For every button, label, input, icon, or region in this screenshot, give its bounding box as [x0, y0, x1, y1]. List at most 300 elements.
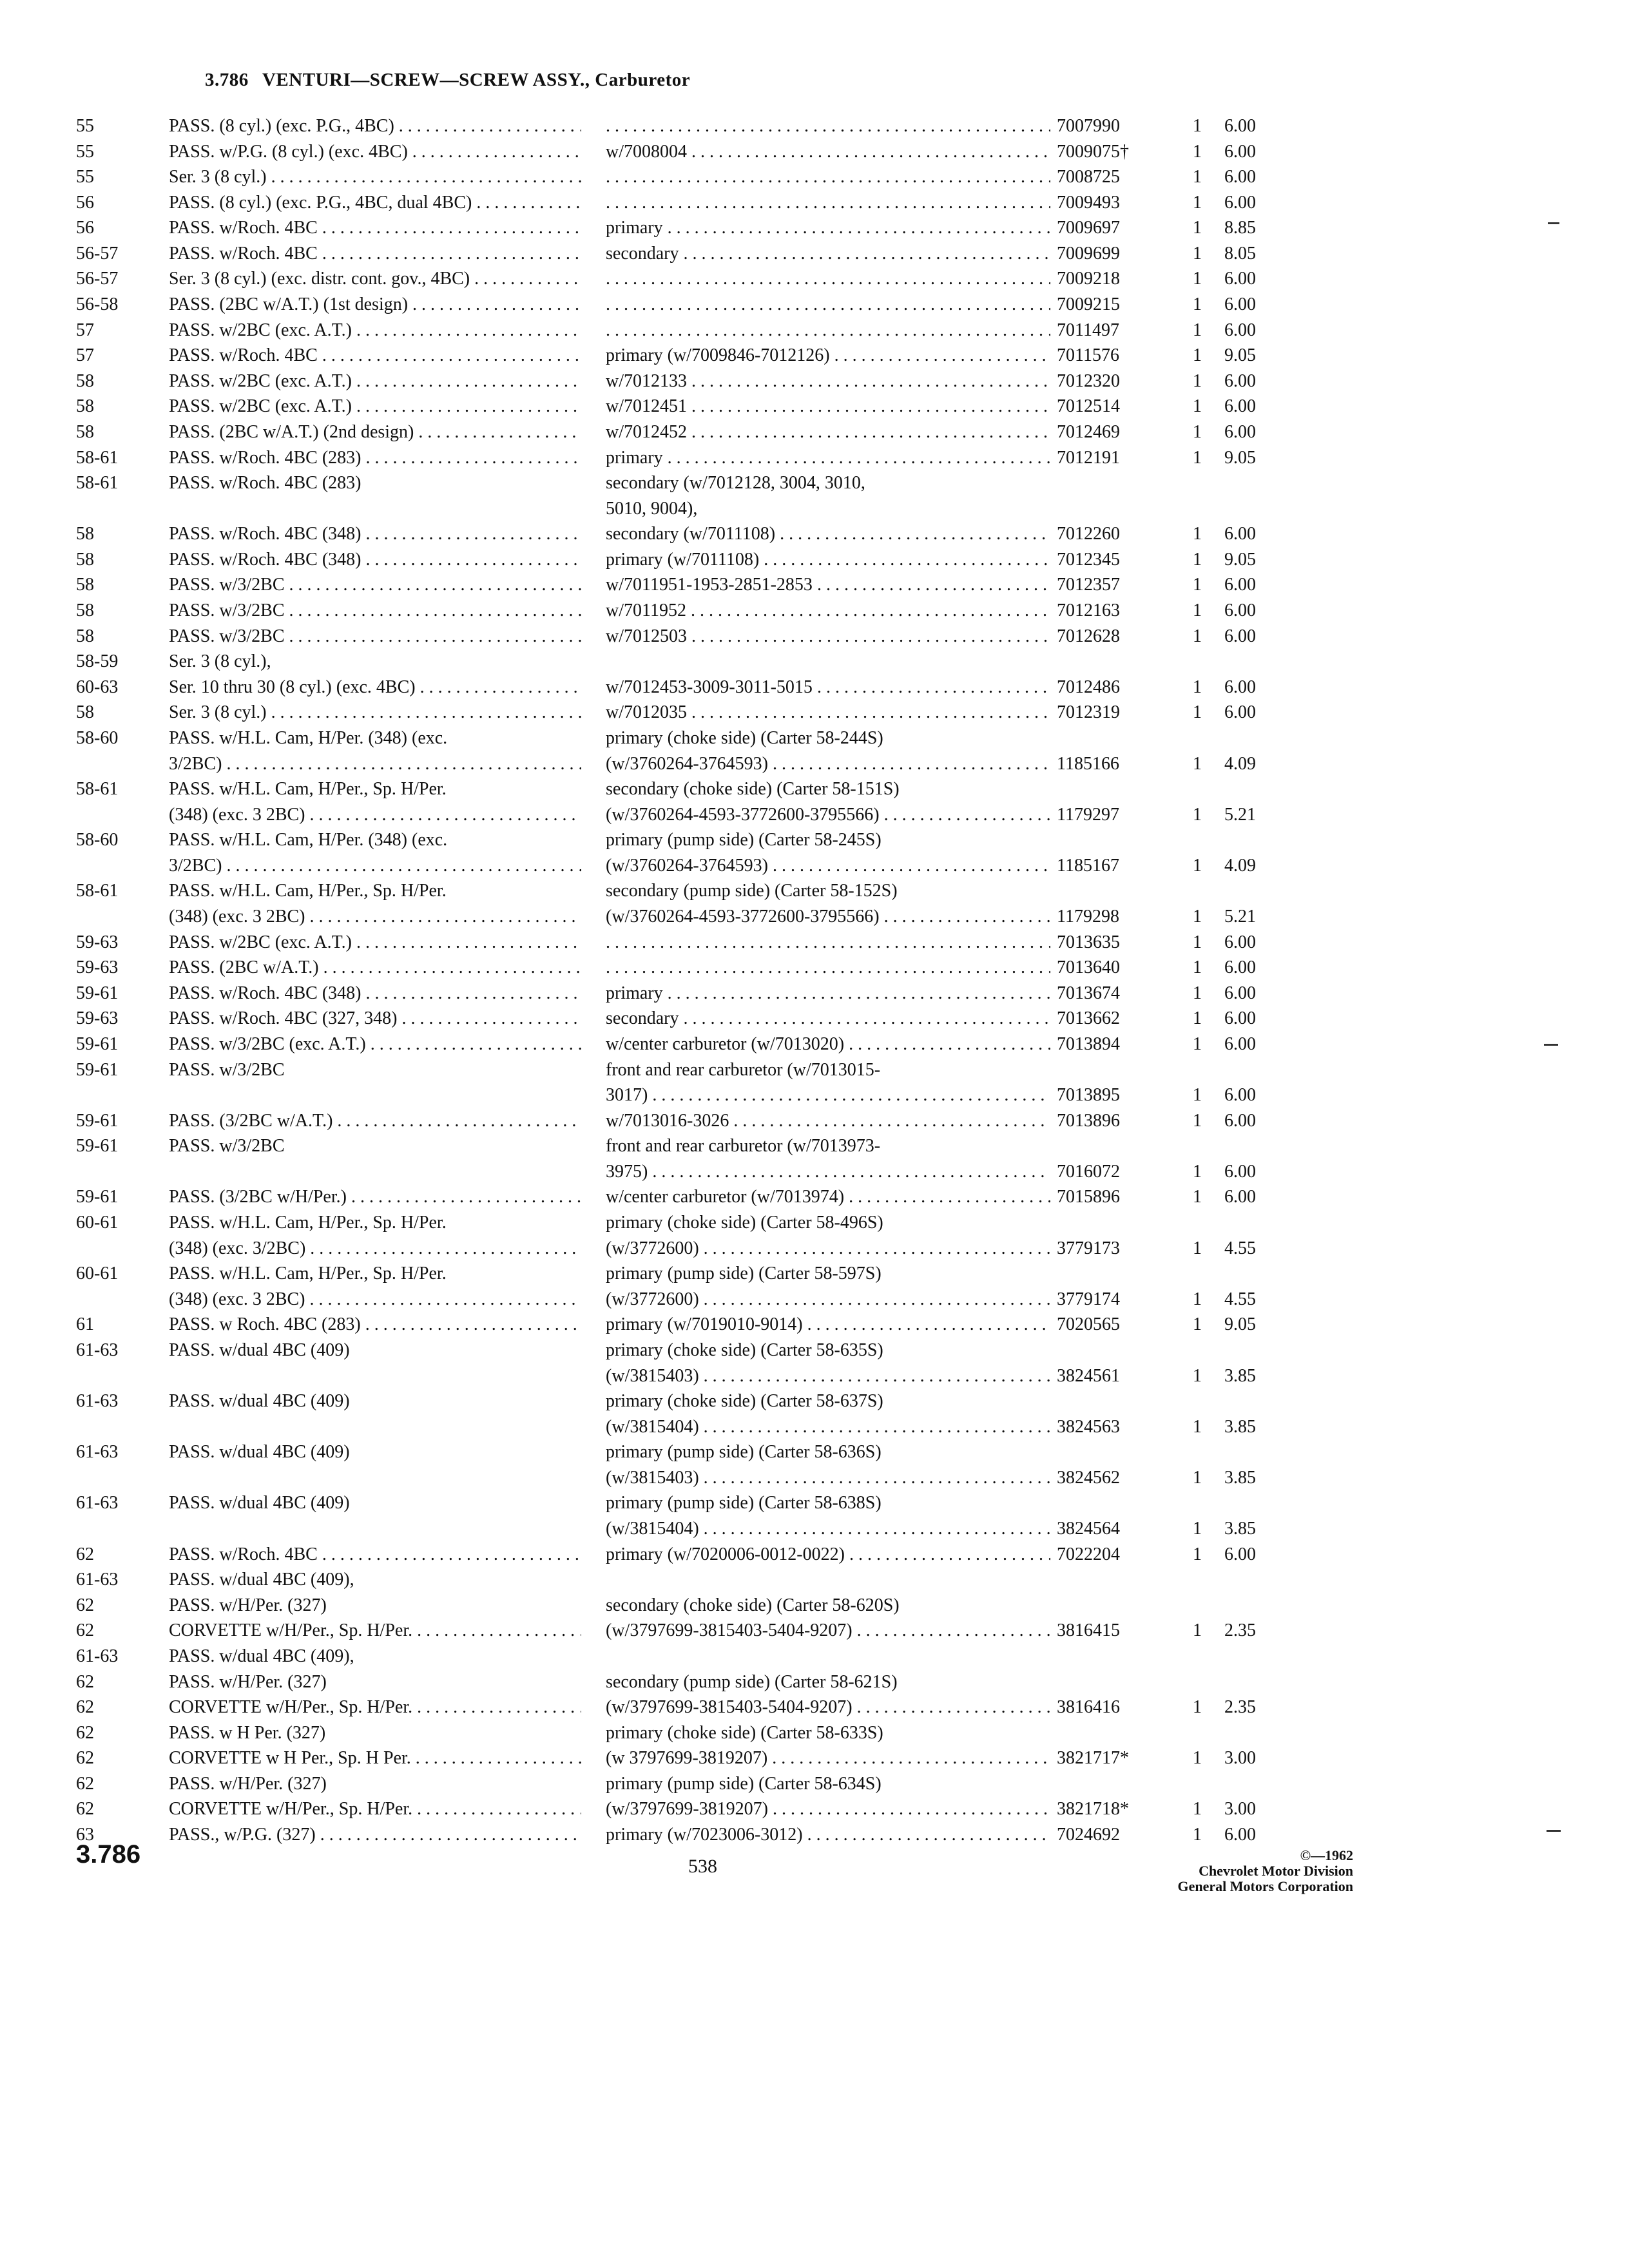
description-cell: primary (pump side) (Carter 58-634S)	[606, 1774, 882, 1794]
application-cell: PASS. w/dual 4BC (409)	[169, 1493, 350, 1513]
price-cell: 3.00	[1224, 1799, 1256, 1819]
description-cell: front and rear carburetor (w/7013015-	[606, 1060, 881, 1080]
description-cell: w/7012451 . . .	[606, 394, 1050, 419]
price-cell: 9.05	[1224, 345, 1256, 365]
price-cell: 6.00	[1224, 957, 1256, 977]
model-year-cell: 61-63	[76, 1391, 119, 1411]
price-cell: 6.00	[1224, 1187, 1256, 1207]
description-cell: w/7013016-3026 . . .	[606, 1108, 1050, 1134]
part-number-cell: 7022204	[1057, 1544, 1120, 1564]
part-number-cell: 1185166	[1057, 754, 1119, 774]
description-cell: (w/3760264-4593-3772600-3795566) . . .	[606, 904, 1050, 930]
application-cell: PASS. (8 cyl.) (exc. P.G., 4BC) . . .	[169, 113, 581, 139]
application-cell: (348) (exc. 3/2BC) . . .	[169, 1236, 581, 1262]
description-cell: 3975) . . .	[606, 1159, 1050, 1185]
description-cell: (w/3815403) . . .	[606, 1465, 1050, 1491]
application-cell: PASS. w/3/2BC (exc. A.T.) . . .	[169, 1032, 581, 1057]
copyright-block	[1095, 1848, 1353, 1894]
quantity-cell: 1	[1193, 320, 1202, 340]
application-cell: PASS. w/Roch. 4BC (327, 348) . . .	[169, 1006, 581, 1032]
model-year-cell: 56-57	[76, 244, 119, 264]
section-number: 3.786	[205, 70, 249, 90]
model-year-cell: 58-60	[76, 830, 119, 850]
quantity-cell: 1	[1193, 1417, 1202, 1437]
section-heading	[205, 70, 690, 91]
application-cell: PASS. w/H/Per. (327)	[169, 1774, 327, 1794]
application-cell: PASS. w/3/2BC . . .	[169, 624, 581, 649]
application-cell: PASS. w/dual 4BC (409)	[169, 1391, 350, 1411]
price-cell: 3.85	[1224, 1468, 1256, 1488]
price-cell: 2.35	[1224, 1697, 1256, 1717]
part-number-cell: 7012320	[1057, 371, 1120, 391]
application-cell: PASS. (8 cyl.) (exc. P.G., 4BC, dual 4BC) . . .	[169, 190, 581, 216]
price-cell: 6.00	[1224, 601, 1256, 620]
application-cell: PASS. w/3/2BC	[169, 1060, 285, 1080]
model-year-cell: 61-63	[76, 1442, 119, 1462]
description-cell: primary (pump side) (Carter 58-245S)	[606, 830, 882, 850]
quantity-cell: 1	[1193, 1620, 1202, 1640]
part-number-cell: 7009218	[1057, 269, 1120, 289]
model-year-cell: 63	[76, 1825, 94, 1845]
part-number-cell: 7009697	[1057, 218, 1120, 238]
description-cell: front and rear carburetor (w/7013973-	[606, 1136, 881, 1156]
model-year-cell: 59-61	[76, 1111, 119, 1131]
model-year-cell: 62	[76, 1672, 94, 1692]
price-cell: 6.00	[1224, 269, 1256, 289]
price-cell: 9.05	[1224, 1314, 1256, 1334]
model-year-cell: 58	[76, 396, 94, 416]
model-year-cell: 57	[76, 345, 94, 365]
quantity-cell: 1	[1193, 524, 1202, 544]
margin-mark	[1544, 1044, 1558, 1046]
description-cell: primary (choke side) (Carter 58-637S)	[606, 1391, 883, 1411]
price-cell: 6.00	[1224, 294, 1256, 314]
price-cell: 6.00	[1224, 193, 1256, 213]
quantity-cell: 1	[1193, 218, 1202, 238]
description-cell: (w/3760264-4593-3772600-3795566) . . .	[606, 802, 1050, 828]
application-cell: PASS. w/3/2BC	[169, 1136, 285, 1156]
quantity-cell: 1	[1193, 1238, 1202, 1258]
description-cell: (w 3797699-3819207) . . .	[606, 1745, 1050, 1771]
price-cell: 9.05	[1224, 550, 1256, 570]
application-cell: Ser. 3 (8 cyl.) . . .	[169, 164, 581, 190]
quantity-cell: 1	[1193, 1187, 1202, 1207]
model-year-cell: 61-63	[76, 1493, 119, 1513]
model-year-cell: 62	[76, 1595, 94, 1615]
model-year-cell: 59-61	[76, 1060, 119, 1080]
description-cell: (w/3815404) . . .	[606, 1414, 1050, 1440]
description-cell	[606, 930, 1050, 956]
price-cell: 6.00	[1224, 932, 1256, 952]
description-cell	[606, 955, 1050, 981]
application-cell: CORVETTE w/H/Per., Sp. H/Per. . . .	[169, 1618, 581, 1644]
part-number-cell: 3779173	[1057, 1238, 1120, 1258]
description-cell: w/7012453-3009-3011-5015 . . .	[606, 675, 1050, 700]
quantity-cell: 1	[1193, 677, 1202, 697]
quantity-cell: 1	[1193, 167, 1202, 187]
price-cell: 6.00	[1224, 677, 1256, 697]
model-year-cell: 58-61	[76, 779, 119, 799]
model-year-cell: 61-63	[76, 1340, 119, 1360]
part-number-cell: 7007990	[1057, 116, 1120, 136]
quantity-cell: 1	[1193, 957, 1202, 977]
description-cell: secondary . . .	[606, 241, 1050, 267]
model-year-cell: 59-61	[76, 1034, 119, 1054]
description-cell: primary (w/7009846-7012126) . . .	[606, 343, 1050, 369]
part-number-cell: 7012163	[1057, 601, 1120, 620]
part-number-cell: 7009699	[1057, 244, 1120, 264]
part-number-cell: 3824564	[1057, 1519, 1120, 1539]
application-cell: PASS. (2BC w/A.T.) (2nd design) . . .	[169, 419, 581, 445]
price-cell: 6.00	[1224, 422, 1256, 442]
model-year-cell: 61	[76, 1314, 94, 1334]
quantity-cell: 1	[1193, 1799, 1202, 1819]
price-cell: 6.00	[1224, 142, 1256, 162]
model-year-cell: 58-59	[76, 651, 119, 671]
price-cell: 6.00	[1224, 575, 1256, 595]
quantity-cell: 1	[1193, 244, 1202, 264]
description-cell: primary (w/7019010-9014) . . .	[606, 1312, 1050, 1338]
quantity-cell: 1	[1193, 142, 1202, 162]
quantity-cell: 1	[1193, 396, 1202, 416]
price-cell: 6.00	[1224, 702, 1256, 722]
application-cell: 3/2BC) . . .	[169, 853, 581, 879]
description-cell: 3017) . . .	[606, 1082, 1050, 1108]
application-cell: PASS., w/P.G. (327) . . .	[169, 1822, 581, 1848]
price-cell: 9.05	[1224, 448, 1256, 468]
price-cell: 6.00	[1224, 983, 1256, 1003]
quantity-cell: 1	[1193, 1034, 1202, 1054]
part-number-cell: 7012486	[1057, 677, 1120, 697]
margin-mark	[1548, 222, 1559, 224]
description-cell: secondary (pump side) (Carter 58-621S)	[606, 1672, 898, 1692]
application-cell: PASS. w/Roch. 4BC (283) . . .	[169, 445, 581, 471]
model-year-cell: 62	[76, 1544, 94, 1564]
model-year-cell: 58	[76, 626, 94, 646]
description-cell: primary (w/7020006-0012-0022) . . .	[606, 1542, 1050, 1568]
model-year-cell: 62	[76, 1774, 94, 1794]
description-cell: w/7011952 . . .	[606, 598, 1050, 624]
application-cell: PASS. w/H.L. Cam, H/Per. (348) (exc.	[169, 830, 448, 850]
price-cell: 6.00	[1224, 167, 1256, 187]
description-cell: primary (choke side) (Carter 58-244S)	[606, 728, 883, 748]
price-cell: 6.00	[1224, 1825, 1256, 1845]
application-cell: PASS. (2BC w/A.T.) (1st design) . . .	[169, 292, 581, 318]
quantity-cell: 1	[1193, 1289, 1202, 1309]
part-number-cell: 7012191	[1057, 448, 1120, 468]
application-cell: PASS. w/Roch. 4BC . . .	[169, 241, 581, 267]
price-cell: 3.85	[1224, 1417, 1256, 1437]
description-cell: secondary (choke side) (Carter 58-151S)	[606, 779, 900, 799]
application-cell: PASS. w/H.L. Cam, H/Per. (348) (exc.	[169, 728, 448, 748]
application-cell: PASS. w/dual 4BC (409),	[169, 1570, 354, 1590]
part-number-cell: 7009075†	[1057, 142, 1129, 162]
application-cell: Ser. 3 (8 cyl.) . . .	[169, 700, 581, 726]
description-cell: primary (choke side) (Carter 58-633S)	[606, 1723, 883, 1743]
part-number-cell: 1185167	[1057, 856, 1119, 876]
application-cell: PASS. w/H/Per. (327)	[169, 1595, 327, 1615]
quantity-cell: 1	[1193, 1008, 1202, 1028]
part-number-cell: 7009215	[1057, 294, 1120, 314]
part-number-cell: 1179297	[1057, 805, 1119, 825]
part-number-cell: 7024692	[1057, 1825, 1120, 1845]
application-cell: Ser. 10 thru 30 (8 cyl.) (exc. 4BC) . . .	[169, 675, 581, 700]
quantity-cell: 1	[1193, 422, 1202, 442]
quantity-cell: 1	[1193, 448, 1202, 468]
part-number-cell: 3824563	[1057, 1417, 1120, 1437]
description-cell: (w/3772600) . . .	[606, 1236, 1050, 1262]
price-cell: 3.85	[1224, 1366, 1256, 1386]
price-cell: 6.00	[1224, 1085, 1256, 1105]
description-cell: primary (pump side) (Carter 58-597S)	[606, 1264, 882, 1283]
part-number-cell: 3779174	[1057, 1289, 1120, 1309]
price-cell: 6.00	[1224, 1162, 1256, 1182]
application-cell: PASS. w/Roch. 4BC . . .	[169, 215, 581, 241]
part-number-cell: 7012628	[1057, 626, 1120, 646]
application-cell: 3/2BC) . . .	[169, 751, 581, 777]
quantity-cell: 1	[1193, 702, 1202, 722]
application-cell: (348) (exc. 3 2BC) . . .	[169, 1287, 581, 1312]
price-cell: 4.09	[1224, 856, 1256, 876]
part-number-cell: 7012260	[1057, 524, 1120, 544]
application-cell: PASS. w/Roch. 4BC (283)	[169, 473, 361, 493]
description-cell: primary (w/7023006-3012) . . .	[606, 1822, 1050, 1848]
application-cell: PASS. w/2BC (exc. A.T.) . . .	[169, 369, 581, 394]
quantity-cell: 1	[1193, 626, 1202, 646]
part-number-cell: 7012345	[1057, 550, 1120, 570]
application-cell: PASS. (2BC w/A.T.) . . .	[169, 955, 581, 981]
price-cell: 6.00	[1224, 1111, 1256, 1131]
org-line-2: General Motors Corporation	[1177, 1878, 1353, 1894]
part-number-cell: 3816416	[1057, 1697, 1120, 1717]
quantity-cell: 1	[1193, 1111, 1202, 1131]
quantity-cell: 1	[1193, 371, 1202, 391]
description-cell	[606, 266, 1050, 292]
model-year-cell: 62	[76, 1620, 94, 1640]
description-cell: w/7012035 . . .	[606, 700, 1050, 726]
application-cell: Ser. 3 (8 cyl.) (exc. distr. cont. gov., 4BC) . . .	[169, 266, 581, 292]
description-cell: secondary (w/7011108) . . .	[606, 521, 1050, 547]
price-cell: 3.00	[1224, 1748, 1256, 1768]
page-number: 538	[688, 1856, 717, 1877]
model-year-cell: 59-61	[76, 1136, 119, 1156]
part-number-cell: 7008725	[1057, 167, 1120, 187]
application-cell: CORVETTE w/H/Per., Sp. H/Per. . . .	[169, 1695, 581, 1720]
description-cell: (w/3760264-3764593) . . .	[606, 853, 1050, 879]
application-cell: PASS. w/2BC (exc. A.T.) . . .	[169, 394, 581, 419]
application-cell: PASS. w/Roch. 4BC . . .	[169, 1542, 581, 1568]
quantity-cell: 1	[1193, 1162, 1202, 1182]
part-number-cell: 7012469	[1057, 422, 1120, 442]
application-cell: CORVETTE w H Per., Sp. H Per. . . .	[169, 1745, 581, 1771]
part-number-cell: 1179298	[1057, 907, 1119, 927]
price-cell: 5.21	[1224, 907, 1256, 927]
margin-mark	[1547, 1830, 1561, 1832]
part-number-cell: 7015896	[1057, 1187, 1120, 1207]
description-cell: primary (choke side) (Carter 58-496S)	[606, 1213, 883, 1233]
model-year-cell: 56	[76, 218, 94, 238]
description-cell: (w/3772600) . . .	[606, 1287, 1050, 1312]
description-cell: primary . . .	[606, 981, 1050, 1006]
quantity-cell: 1	[1193, 1366, 1202, 1386]
model-year-cell: 62	[76, 1748, 94, 1768]
quantity-cell: 1	[1193, 1697, 1202, 1717]
description-cell: primary (pump side) (Carter 58-638S)	[606, 1493, 882, 1513]
model-year-cell: 56	[76, 193, 94, 213]
application-cell: PASS. (3/2BC w/A.T.) . . .	[169, 1108, 581, 1134]
application-cell: PASS. w/2BC (exc. A.T.) . . .	[169, 318, 581, 343]
application-cell: PASS. w/3/2BC . . .	[169, 598, 581, 624]
quantity-cell: 1	[1193, 932, 1202, 952]
part-number-cell: 3816415	[1057, 1620, 1120, 1640]
quantity-cell: 1	[1193, 754, 1202, 774]
description-cell: w/7008004 . . .	[606, 139, 1050, 165]
application-cell: PASS. w H Per. (327)	[169, 1723, 326, 1743]
price-cell: 6.00	[1224, 1008, 1256, 1028]
price-cell: 3.85	[1224, 1519, 1256, 1539]
description-cell: w/7012503 . . .	[606, 624, 1050, 649]
model-year-cell: 59-61	[76, 983, 119, 1003]
application-cell: (348) (exc. 3 2BC) . . .	[169, 802, 581, 828]
model-year-cell: 58	[76, 601, 94, 620]
description-cell: (w/3815403) . . .	[606, 1363, 1050, 1389]
price-cell: 6.00	[1224, 524, 1256, 544]
quantity-cell: 1	[1193, 550, 1202, 570]
quantity-cell: 1	[1193, 601, 1202, 620]
quantity-cell: 1	[1193, 907, 1202, 927]
model-year-cell: 59-61	[76, 1187, 119, 1207]
application-cell: PASS. w/dual 4BC (409)	[169, 1340, 350, 1360]
model-year-cell: 59-63	[76, 932, 119, 952]
price-cell: 4.09	[1224, 754, 1256, 774]
model-year-cell: 58-61	[76, 881, 119, 901]
part-number-cell: 7012514	[1057, 396, 1120, 416]
application-cell: (348) (exc. 3 2BC) . . .	[169, 904, 581, 930]
description-cell: secondary (choke side) (Carter 58-620S)	[606, 1595, 900, 1615]
price-cell: 6.00	[1224, 320, 1256, 340]
description-cell: primary (w/7011108) . . .	[606, 547, 1050, 573]
model-year-cell: 62	[76, 1799, 94, 1819]
model-year-cell: 58	[76, 524, 94, 544]
application-cell: PASS. (3/2BC w/H/Per.) . . .	[169, 1184, 581, 1210]
model-year-cell: 62	[76, 1723, 94, 1743]
footer-section-number: 3.786	[76, 1840, 141, 1869]
model-year-cell: 57	[76, 320, 94, 340]
application-cell: Ser. 3 (8 cyl.),	[169, 651, 271, 671]
price-cell: 6.00	[1224, 396, 1256, 416]
copyright-year: ©—1962	[1300, 1847, 1353, 1863]
part-number-cell: 3824562	[1057, 1468, 1120, 1488]
quantity-cell: 1	[1193, 193, 1202, 213]
quantity-cell: 1	[1193, 1825, 1202, 1845]
description-cell: (w/3760264-3764593) . . .	[606, 751, 1050, 777]
part-number-cell: 3821718*	[1057, 1799, 1129, 1819]
description-cell: w/7012452 . . .	[606, 419, 1050, 445]
quantity-cell: 1	[1193, 575, 1202, 595]
description-cell: 5010, 9004),	[606, 499, 698, 519]
quantity-cell: 1	[1193, 294, 1202, 314]
application-cell: PASS. w Roch. 4BC (283) . . .	[169, 1312, 581, 1338]
part-number-cell: 7012319	[1057, 702, 1120, 722]
part-number-cell: 7013896	[1057, 1111, 1120, 1131]
model-year-cell: 59-63	[76, 1008, 119, 1028]
part-number-cell: 3824561	[1057, 1366, 1120, 1386]
description-cell: w/7011951-1953-2851-2853 . . .	[606, 572, 1050, 598]
quantity-cell: 1	[1193, 116, 1202, 136]
price-cell: 5.21	[1224, 805, 1256, 825]
description-cell	[606, 318, 1050, 343]
description-cell: secondary (pump side) (Carter 58-152S)	[606, 881, 898, 901]
model-year-cell: 61-63	[76, 1570, 119, 1590]
description-cell: primary (choke side) (Carter 58-635S)	[606, 1340, 883, 1360]
description-cell: (w/3797699-3815403-5404-9207) . . .	[606, 1618, 1050, 1644]
quantity-cell: 1	[1193, 1085, 1202, 1105]
part-number-cell: 7013662	[1057, 1008, 1120, 1028]
application-cell: PASS. w/2BC (exc. A.T.) . . .	[169, 930, 581, 956]
price-cell: 6.00	[1224, 1034, 1256, 1054]
model-year-cell: 58	[76, 702, 94, 722]
description-cell: secondary (w/7012128, 3004, 3010,	[606, 473, 865, 493]
quantity-cell: 1	[1193, 1544, 1202, 1564]
application-cell: PASS. w/Roch. 4BC . . .	[169, 343, 581, 369]
quantity-cell: 1	[1193, 983, 1202, 1003]
quantity-cell: 1	[1193, 345, 1202, 365]
model-year-cell: 55	[76, 142, 94, 162]
price-cell: 8.85	[1224, 218, 1256, 238]
part-number-cell: 3821717*	[1057, 1748, 1129, 1768]
part-number-cell: 7016072	[1057, 1162, 1120, 1182]
model-year-cell: 61-63	[76, 1646, 119, 1666]
application-cell: PASS. w/dual 4BC (409)	[169, 1442, 350, 1462]
model-year-cell: 55	[76, 167, 94, 187]
application-cell: PASS. w/3/2BC . . .	[169, 572, 581, 598]
model-year-cell: 60-61	[76, 1264, 119, 1283]
application-cell: PASS. w/Roch. 4BC (348) . . .	[169, 981, 581, 1006]
model-year-cell: 56-57	[76, 269, 119, 289]
part-number-cell: 7012357	[1057, 575, 1120, 595]
model-year-cell: 58	[76, 371, 94, 391]
application-cell: PASS. w/H.L. Cam, H/Per., Sp. H/Per.	[169, 881, 447, 901]
application-cell: PASS. w/H.L. Cam, H/Per., Sp. H/Per.	[169, 779, 447, 799]
model-year-cell: 58	[76, 575, 94, 595]
application-cell: PASS. w/dual 4BC (409),	[169, 1646, 354, 1666]
price-cell: 2.35	[1224, 1620, 1256, 1640]
section-title: VENTURI—SCREW—SCREW ASSY., Carburetor	[262, 70, 691, 90]
application-cell: PASS. w/H.L. Cam, H/Per., Sp. H/Per.	[169, 1264, 447, 1283]
application-cell: PASS. w/Roch. 4BC (348) . . .	[169, 521, 581, 547]
model-year-cell: 60-61	[76, 1213, 119, 1233]
part-number-cell: 7009493	[1057, 193, 1120, 213]
price-cell: 6.00	[1224, 1544, 1256, 1564]
price-cell: 6.00	[1224, 626, 1256, 646]
description-cell: w/center carburetor (w/7013020) . . .	[606, 1032, 1050, 1057]
org-line-1: Chevrolet Motor Division	[1199, 1863, 1353, 1879]
description-cell: primary . . .	[606, 215, 1050, 241]
model-year-cell: 56-58	[76, 294, 119, 314]
model-year-cell: 59-63	[76, 957, 119, 977]
model-year-cell: 58-61	[76, 448, 119, 468]
application-cell: PASS. w/Roch. 4BC (348) . . .	[169, 547, 581, 573]
quantity-cell: 1	[1193, 856, 1202, 876]
quantity-cell: 1	[1193, 805, 1202, 825]
model-year-cell: 62	[76, 1697, 94, 1717]
price-cell: 4.55	[1224, 1238, 1256, 1258]
model-year-cell: 60-63	[76, 677, 119, 697]
part-number-cell: 7013895	[1057, 1085, 1120, 1105]
part-number-cell: 7013674	[1057, 983, 1120, 1003]
part-number-cell: 7020565	[1057, 1314, 1120, 1334]
price-cell: 8.05	[1224, 244, 1256, 264]
